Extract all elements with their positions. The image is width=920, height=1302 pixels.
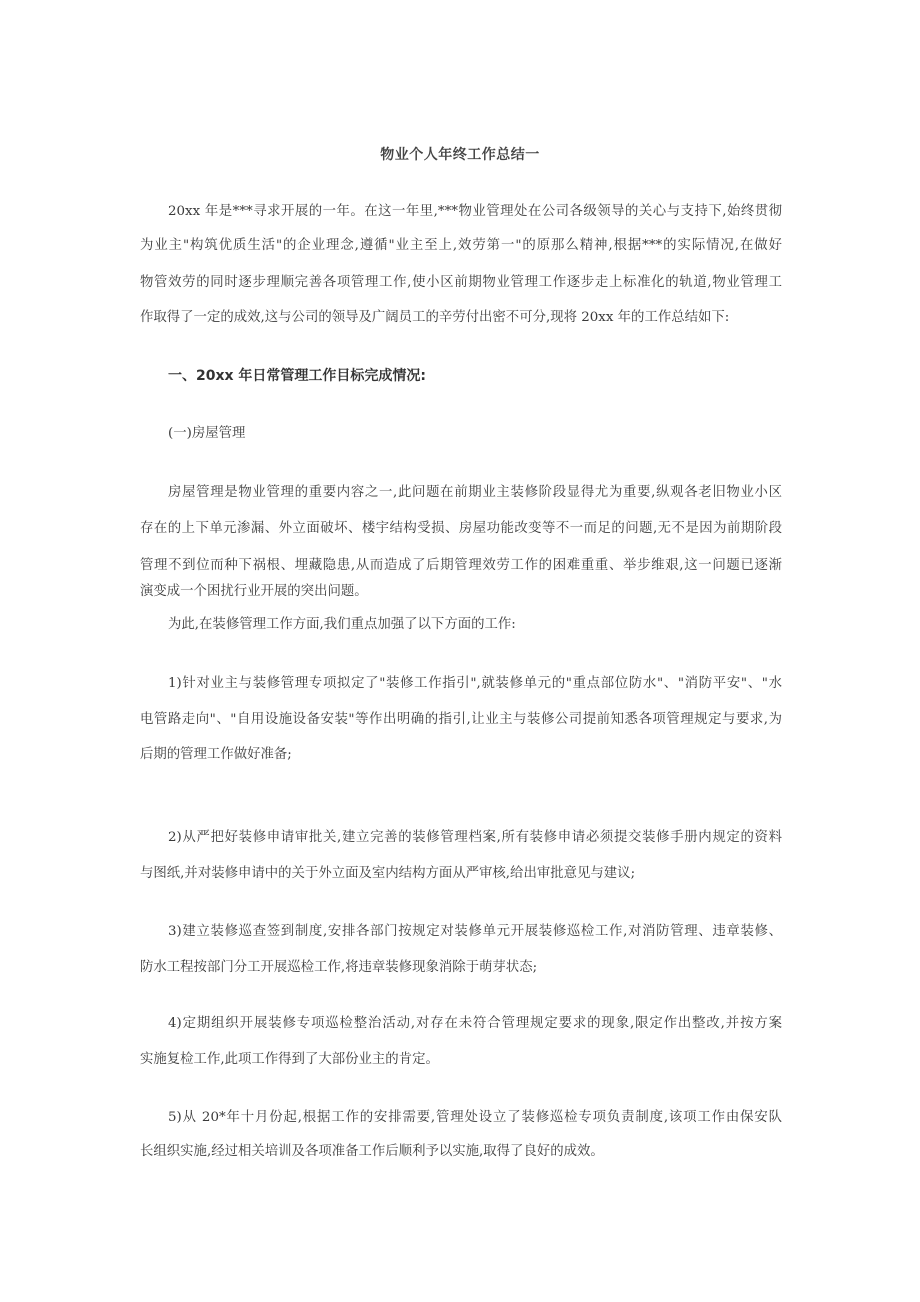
paragraph-line: 20xx 年是***寻求开展的一年。在这一年里,***物业管理处在公司各级领导的关心与支持下,始终贯彻 — [168, 204, 782, 219]
paragraph-line: 2)从严把好装修申请审批关,建立完善的装修管理档案,所有装修申请必须提交装修手册内规定的资料 — [168, 830, 782, 845]
subsection-heading: (一)房屋管理 — [168, 426, 246, 441]
paragraph-line: 防水工程按部门分工开展巡检工作,将违章装修现象消除于萌芽状态; — [140, 960, 538, 975]
paragraph-line: 电管路走向"、"自用设施设备安装"等作出明确的指引,让业主与装修公司提前知悉各项管理规定与要求,为 — [140, 712, 782, 727]
paragraph-line: 后期的管理工作做好准备; — [140, 747, 292, 762]
paragraph-line: 与图纸,并对装修申请中的关于外立面及室内结构方面从严审核,给出审批意见与建议; — [140, 866, 636, 881]
paragraph-line: 为业主"构筑优质生活"的企业理念,遵循"业主至上,效劳第一"的原那么精神,根据***的实际情况,在做好 — [140, 238, 782, 253]
items-intro-paragraph: 为此,在装修管理工作方面,我们重点加强了以下方面的工作: — [168, 617, 516, 632]
paragraph-line: 存在的上下单元渗漏、外立面破坏、楼宇结构受损、房屋功能改变等不一而足的问题,无不是因为前期阶段 — [140, 521, 782, 536]
section-heading: 一、20xx 年日常管理工作目标完成情况: — [168, 368, 427, 384]
paragraph-line: 3)建立装修巡查签到制度,安排各部门按规定对装修单元开展装修巡检工作,对消防管理、违章装修、 — [168, 924, 782, 939]
paragraph-line: 4)定期组织开展装修专项巡检整治活动,对存在未符合管理规定要求的现象,限定作出整改,并按方案 — [168, 1016, 782, 1031]
document-title: 物业个人年终工作总结一 — [380, 147, 540, 163]
paragraph-line: 实施复检工作,此项工作得到了大部份业主的肯定。 — [140, 1052, 439, 1067]
paragraph-line: 房屋管理是物业管理的重要内容之一,此问题在前期业主装修阶段显得尤为重要,纵观各老旧物业小区 — [168, 485, 782, 500]
paragraph-line: 演变成一个困扰行业开展的突出问题。 — [140, 584, 368, 599]
paragraph-line: 作取得了一定的成效,这与公司的领导及广阔员工的辛劳付出密不可分,现将 20xx 年的工作总结如下: — [140, 310, 730, 325]
paragraph-line: 长组织实施,经过相关培训及各项准备工作后顺利予以实施,取得了良好的成效。 — [140, 1144, 604, 1159]
paragraph-line: 物管效劳的同时逐步理顺完善各项管理工作,使小区前期物业管理工作逐步走上标准化的轨道,物业管理工 — [140, 275, 782, 290]
paragraph-line: 1)针对业主与装修管理专项拟定了"装修工作指引",就装修单元的"重点部位防水"、"消防平安"、"水 — [168, 676, 782, 691]
paragraph-line: 管理不到位而种下祸根、埋藏隐患,从而造成了后期管理效劳工作的困难重重、举步维艰,这一问题已逐渐 — [140, 558, 782, 573]
paragraph-line: 5)从 20*年十月份起,根据工作的安排需要,管理处设立了装修巡检专项负责制度,该项工作由保安队 — [168, 1110, 782, 1125]
